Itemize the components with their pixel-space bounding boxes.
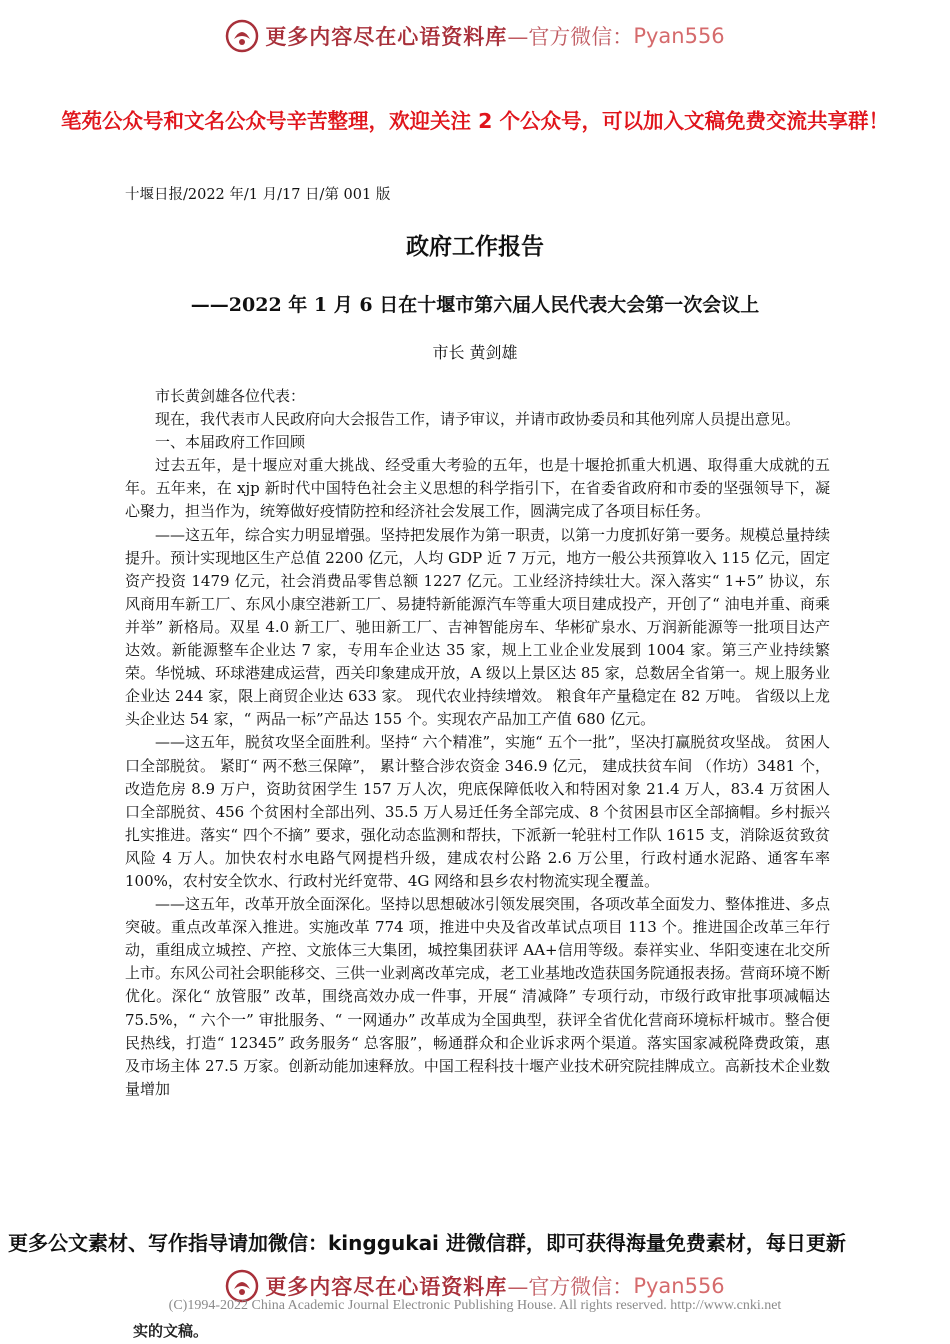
document-body bbox=[125, 385, 830, 1101]
paragraph: 现在，我代表市人民政府向大会报告工作，请予审议，并请市政协委员和其他列席人员提出意见。 bbox=[155, 410, 801, 429]
watermark-text: —官方微信： bbox=[507, 25, 634, 49]
document-author: 市长 黄剑雄 bbox=[432, 343, 518, 362]
paragraph: ——这五年，脱贫攻坚全面胜利。坚持“ 六个精准”，实施“ 五个一批”，坚决打赢脱贫攻坚战。 贫困人口全部脱贫。 紧盯“ 两不愁三保障”， 累计整合涉农资金 346.9 亿元， 建成扶贫车间 （作坊）3481 个，改造危房 8.9 万户，资助贫困学生 157 万人次，兜底保障低收入和特困对象 21.4 万人，83.4 万贫困人口全部脱贫、456 个贫困村全部出列、35.5 万人易迁任务全部完成、8 个贫困县市区全部摘帽。乡村振兴扎实推进。落实“ 四个不摘” 要求，强化动态监测和帮扶，下派新一轮驻村工作队 1615 支，消除返贫致贫风险 4 万人。加快农村水电路气网提档升级，建成农村公路 2.6 万公里，行政村通水泥路、通客车率 100%，农村安全饮水、行政村光纤宽带、4G 网络和县乡农村物流实现全覆盖。 bbox=[125, 733, 830, 890]
cut-off-text: 实的文稿。 bbox=[133, 1322, 209, 1340]
document-subtitle: ——2022 年 1 月 6 日在十堰市第六届人民代表大会第一次会议上 bbox=[190, 294, 760, 316]
logo-icon bbox=[225, 19, 259, 53]
promo-banner-top: 笔苑公众号和文名公众号辛苦整理，欢迎关注 2 个公众号，可以加入文稿免费交流共享群！ bbox=[60, 109, 890, 133]
promo-banner-bottom: 更多公文素材、写作指导请加微信：kinggukai 进微信群，即可获得海量免费素材，每日更新 bbox=[8, 1231, 846, 1255]
paragraph: 市长黄剑雄各位代表： bbox=[155, 387, 306, 405]
watermark-wechat-id: Pyan556 bbox=[633, 1274, 725, 1298]
document-title: 政府工作报告 bbox=[406, 233, 544, 260]
watermark-text: —官方微信： bbox=[507, 1275, 634, 1299]
paragraph: 过去五年，是十堰应对重大挑战、经受重大考验的五年，也是十堰抢抓重大机遇、取得重大成就的五年。五年来，在 xjp 新时代中国特色社会主义思想的科学指引下，在省委省政府和市委的坚强领导下，凝心聚力，担当作为，统筹做好疫情防控和经济社会发展工作，圆满完成了各项目标任务。 bbox=[125, 456, 830, 521]
watermark-brand: 更多内容尽在心语资料库 bbox=[265, 1275, 508, 1299]
watermark-header bbox=[0, 16, 950, 56]
source-line: 十堰日报/2022 年/1 月/17 日/第 001 版 bbox=[125, 187, 391, 203]
watermark-wechat-id: Pyan556 bbox=[633, 24, 725, 48]
paragraph: ——这五年，改革开放全面深化。坚持以思想破冰引领发展突围，各项改革全面发力、整体推进、多点突破。重点改革深入推进。实施改革 774 项，推进中央及省改革试点项目 113 个。推进国企改革三年行动，重组成立城控、产控、文旅体三大集团，城控集团获评 AA+信用等级。泰祥实业、华阳变速在北交所上市。东风公司社会职能移交、三供一业剥离改革完成，老工业基地改造获国务院通报表扬。营商环境不断优化。深化“ 放管服” 改革，围绕高效办成一件事，开展“ 清减降” 专项行动，市级行政审批事项减幅达 75.5%，“ 六个一” 审批服务、“ 一网通办” 改革成为全国典型，获评全省优化营商环境标杆城市。整合便民热线，打造“ 12345” 政务服务“ 总客服”，畅通群众和企业诉求两个渠道。落实国家减税降费政策，惠及市场主体 27.5 万家。创新动能加速释放。中国工程科技十堰产业技术研究院挂牌成立。高新技术企业数量增加 bbox=[125, 895, 831, 1098]
watermark-brand: 更多内容尽在心语资料库 bbox=[265, 25, 508, 49]
section-heading: 一、本届政府工作回顾 bbox=[155, 433, 306, 452]
paragraph: ——这五年，综合实力明显增强。坚持把发展作为第一职责，以第一力度抓好第一要务。规模总量持续提升。预计实现地区生产总值 2200 亿元，人均 GDP 近 7 万元，地方一般公共预算收入 115 亿元，固定资产投资 1479 亿元，社会消费品零售总额 1227 亿元。工业经济持续壮大。深入落实“ 1+5” 协议，东风商用车新工厂、东风小康空港新工厂、易捷特新能源汽车等重大项目建成投产，开创了“ 油电并重、商乘并举” 新格局。双星 4.0 新工厂、驰田新工厂、吉神智能房车、华彬矿泉水、万润新能源等一批项目达产达效。新能源整车企业达 7 家，专用车企业达 35 家，规上工业企业发展到 1004 家。第三产业持续繁荣。华悦城、环球港建成运营，西关印象建成开放，A 级以上景区达 85 家，总数居全省第一。规上服务业企业达 244 家，限上商贸企业达 633 家。 现代农业持续增效。 粮食年产量稳定在 82 万吨。 省级以上龙头企业达 54 家，“ 两品一标”产品达 155 个。实现农产品加工产值 680 亿元。 bbox=[125, 525, 831, 729]
copyright-line: (C)1994-2022 China Academic Journal Electronic Publishing House. All rights reserved. http://www.cnki.net bbox=[168, 1298, 782, 1313]
